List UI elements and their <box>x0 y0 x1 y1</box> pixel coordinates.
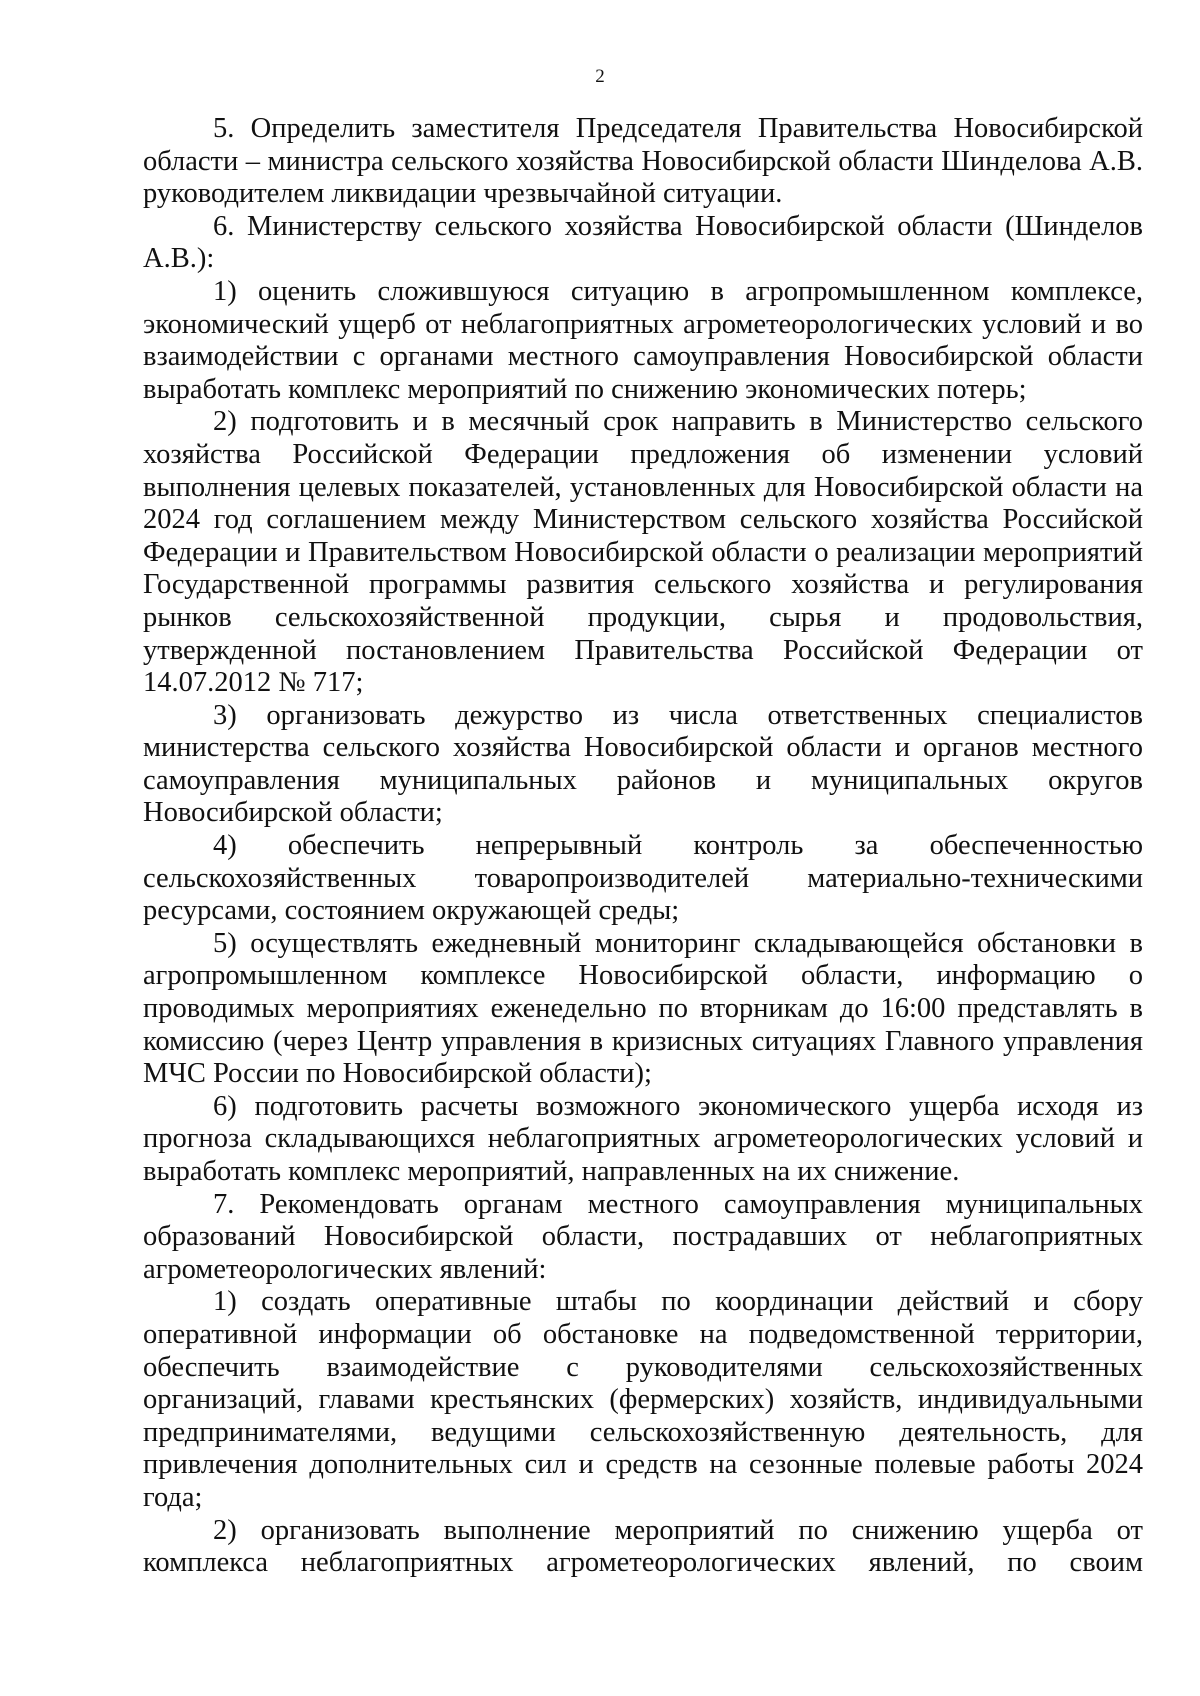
paragraph-item-5: 5. Определить заместителя Председателя Правительства Новосибирской области – министра сельского хозяйства Новосибирской области Шинделова А.В. руководителем ликвидации чрезвычайной ситуации. <box>143 113 1143 210</box>
paragraph-item-6: 6. Министерству сельского хозяйства Новосибирской области (Шинделов А.В.): <box>143 210 1143 275</box>
paragraph-item-7: 7. Рекомендовать органам местного самоуправления муниципальных образований Новосибирской области, пострадавших от неблагоприятных агрометеорологических явлений: <box>143 1188 1143 1285</box>
subparagraph-7-2: 2) организовать выполнение мероприятий по снижению ущерба от комплекса неблагоприятных агрометеорологических явлений, по своим <box>143 1514 1143 1579</box>
subparagraph-6-5: 5) осуществлять ежедневный мониторинг складывающейся обстановки в агропромышленном комплексе Новосибирской области, информацию о проводимых мероприятиях еженедельно по вторникам до 16:00 представлять в комиссию (через Центр управления в кризисных ситуациях Главного управления МЧС России по Новосибирской области); <box>143 927 1143 1090</box>
subparagraph-7-1: 1) создать оперативные штабы по координации действий и сбору оперативной информации об обстановке на подведомственной территории, обеспечить взаимодействие с руководителями сельскохозяйственных организаций, главами крестьянских (фермерских) хозяйств, индивидуальными предпринимателями, ведущими сельскохозяйственную деятельность, для привлечения дополнительных сил и средств на сезонные полевые работы 2024 года; <box>143 1286 1143 1513</box>
subparagraph-6-4: 4) обеспечить непрерывный контроль за обеспеченностью сельскохозяйственных товаропроизводителей материально-техническими ресурсами, состоянием окружающей среды; <box>143 830 1143 927</box>
page-number: 2 <box>595 66 605 87</box>
subparagraph-6-6: 6) подготовить расчеты возможного экономического ущерба исходя из прогноза складывающихся неблагоприятных агрометеорологических условий и выработать комплекс мероприятий, направленных на их снижение. <box>143 1090 1143 1187</box>
subparagraph-6-1: 1) оценить сложившуюся ситуацию в агропромышленном комплексе, экономический ущерб от неблагоприятных агрометеорологических условий и во взаимодействии с органами местного самоуправления Новосибирской области выработать комплекс мероприятий по снижению экономических потерь; <box>143 275 1143 405</box>
subparagraph-6-3: 3) организовать дежурство из числа ответственных специалистов министерства сельского хозяйства Новосибирской области и органов местного самоуправления муниципальных районов и муниципальных округов Новосибирской области; <box>143 699 1143 829</box>
subparagraph-6-2: 2) подготовить и в месячный срок направить в Министерство сельского хозяйства Российской Федерации предложения об изменении условий выполнения целевых показателей, установленных для Новосибирской области на 2024 год соглашением между Министерством сельского хозяйства Российской Федерации и Правительством Новосибирской области о реализации мероприятий Государственной программы развития сельского хозяйства и регулирования рынков сельскохозяйственной продукции, сырья и продовольствия, утвержденной постановлением Правительства Российской Федерации от 14.07.2012 № 717; <box>143 406 1143 699</box>
document-body <box>143 113 1143 1580</box>
